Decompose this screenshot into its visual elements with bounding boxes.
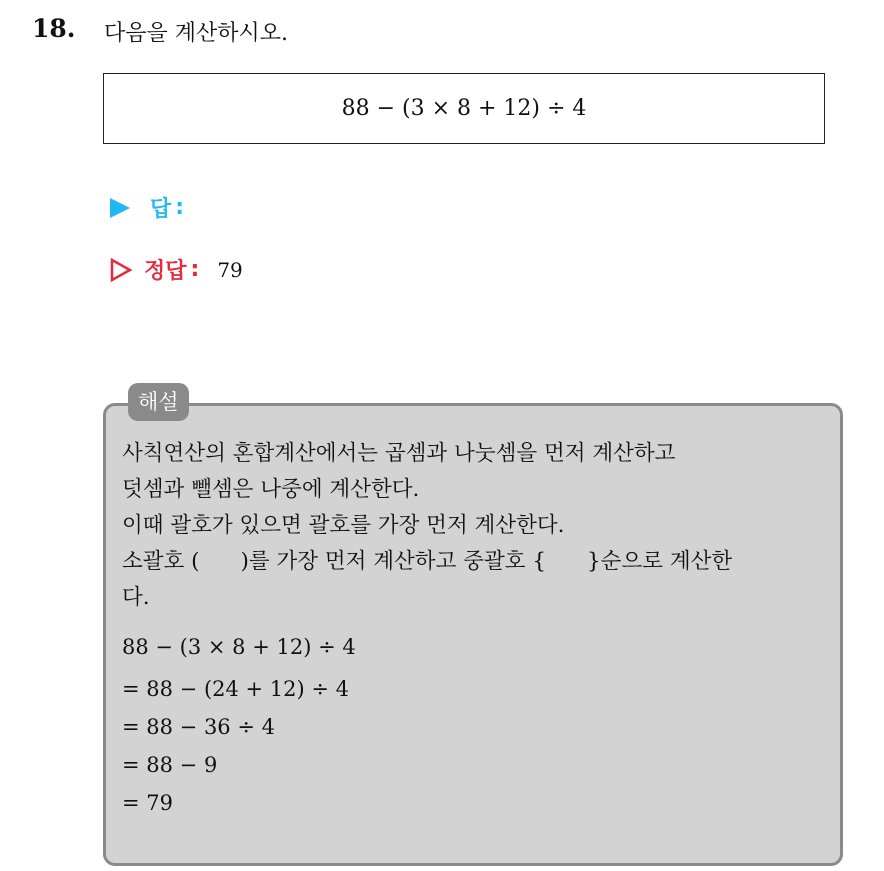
explanation-line: 이때 괄호가 있으면 괄호를 가장 먼저 계산한다.: [122, 513, 565, 538]
play-triangle-icon: [110, 198, 130, 218]
calc-step: 88 − (3 × 8 + 12) ÷ 4: [122, 635, 356, 659]
answer-label: 답: [150, 197, 172, 222]
explanation-tab: 해설: [128, 383, 189, 421]
problem-instruction: 다음을 계산하시오.: [104, 21, 289, 46]
solution-label: 정답: [144, 259, 187, 284]
explanation-line: 다.: [122, 585, 150, 610]
explanation-text: [122, 436, 832, 616]
calc-step: = 88 − (24 + 12) ÷ 4: [122, 677, 350, 701]
solution-colon: :: [190, 257, 200, 282]
answer-solution-row: [110, 254, 243, 285]
answer-colon: :: [175, 195, 185, 220]
expression-box: [103, 73, 825, 144]
solution-value: 79: [217, 257, 243, 282]
explanation-line: 덧셈과 뺄셈은 나중에 계산한다.: [122, 477, 420, 502]
outline-triangle-icon: [110, 258, 132, 282]
calc-step: = 79: [122, 791, 173, 815]
calculation-steps: [122, 628, 356, 822]
calc-step: = 88 − 36 ÷ 4: [122, 715, 275, 739]
expression-text: 88 − (3 × 8 + 12) ÷ 4: [341, 96, 587, 121]
answer-blank-row: [110, 192, 202, 223]
problem-number: 18.: [32, 14, 76, 43]
calc-step: = 88 − 9: [122, 753, 218, 777]
explanation-line: 소괄호 ( )를 가장 먼저 계산하고 중괄호 { }순으로 계산한: [122, 549, 733, 574]
explanation-line: 사칙연산의 혼합계산에서는 곱셈과 나눗셈을 먼저 계산하고: [122, 441, 676, 466]
